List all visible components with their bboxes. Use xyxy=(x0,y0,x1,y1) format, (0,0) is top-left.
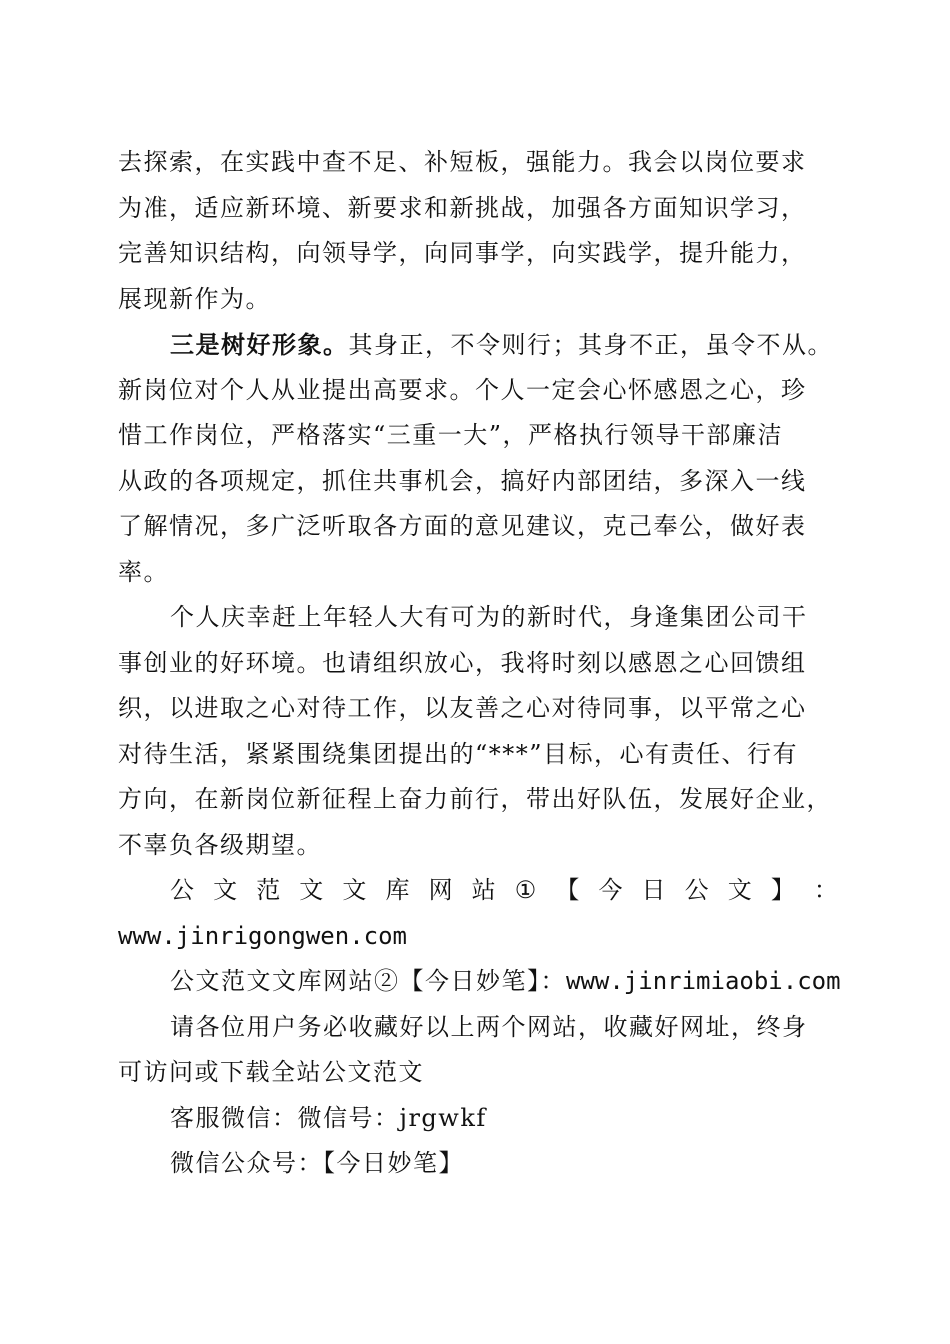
label-char: ① xyxy=(514,876,537,904)
label-char: 文 xyxy=(299,876,324,904)
text-line: 新岗位对个人从业提出高要求。个人一定会心怀感恩之心，珍 xyxy=(118,375,807,404)
text-span: 其身正，不令则行；其身不正，虽令不从。 xyxy=(348,331,833,359)
text-line: 展现新作为。 xyxy=(118,284,271,313)
text-line: 事创业的好环境。也请组织放心，我将时刻以感恩之心回馈组 xyxy=(118,648,807,677)
text-line: 不辜负各级期望。 xyxy=(118,830,322,859)
paragraph-learning xyxy=(118,140,838,322)
site2-line xyxy=(118,959,841,1005)
site1-label xyxy=(118,868,838,914)
label-char: 】 xyxy=(770,876,795,904)
text-line: 从政的各项规定，抓住共事机会，搞好内部团结，多深入一线 xyxy=(118,466,807,495)
notice-line: 请各位用户务必收藏好以上两个网站，收藏好网址，终身 xyxy=(170,1012,808,1041)
text-line: 个人庆幸赶上年轻人大有可为的新时代，身逢集团公司干 xyxy=(170,603,808,631)
notice-line: 可访问或下载全站公文范文 xyxy=(118,1058,424,1086)
label-char: 日 xyxy=(641,876,666,904)
label-char: 范 xyxy=(256,876,281,904)
label-char: ： xyxy=(813,876,838,904)
text-line xyxy=(118,322,838,368)
wechat-official: 微信公众号：【今日妙笔】 xyxy=(170,1149,464,1177)
paragraph-heading: 三是树好形象。 xyxy=(170,330,349,359)
site1-url: www.jinrigongwen.com xyxy=(118,921,407,950)
label-char: 公 xyxy=(170,876,194,904)
label-char: 库 xyxy=(385,876,410,904)
text-line: 去探索，在实践中查不足、补短板，强能力。我会以岗位要求 xyxy=(118,148,807,176)
text-line: 为准，适应新环境、新要求和新挑战，加强各方面知识学习， xyxy=(118,193,807,222)
text-line: 惜工作岗位，严格落实“三重一大”，严格执行领导干部廉洁 xyxy=(118,421,784,449)
label-char: 今 xyxy=(598,876,623,904)
paragraph-conclusion xyxy=(118,595,838,868)
text-line: 了解情况，多广泛听取各方面的意见建议，克己奉公，做好表 xyxy=(118,512,807,540)
label-char: 文 xyxy=(342,876,367,904)
wechat-service: 客服微信：微信号：jrgwkf xyxy=(170,1103,487,1132)
text-line: 对待生活，紧紧围绕集团提出的“***”目标，心有责任、行有 xyxy=(118,739,799,768)
text-line: 方向，在新岗位新征程上奋力前行，带出好队伍，发展好企业， xyxy=(118,785,832,813)
label-char: 文 xyxy=(727,876,752,904)
footer-notice xyxy=(118,868,841,1187)
label-char: 公 xyxy=(684,876,709,904)
site2-label: 公文范文文库网站②【今日妙笔】： xyxy=(170,967,566,995)
label-char: 网 xyxy=(428,876,453,904)
label-char: 文 xyxy=(213,876,238,904)
text-line: 率。 xyxy=(118,557,169,586)
label-char: 站 xyxy=(471,876,496,904)
label-char: 【 xyxy=(555,876,580,904)
text-line: 织，以进取之心对待工作，以友善之心对待同事，以平常之心 xyxy=(118,694,807,722)
paragraph-image xyxy=(118,322,838,595)
site2-url: www.jinrimiaobi.com xyxy=(566,967,841,995)
text-line: 完善知识结构，向领导学，向同事学，向实践学，提升能力， xyxy=(118,239,807,267)
document-page xyxy=(118,140,841,1187)
